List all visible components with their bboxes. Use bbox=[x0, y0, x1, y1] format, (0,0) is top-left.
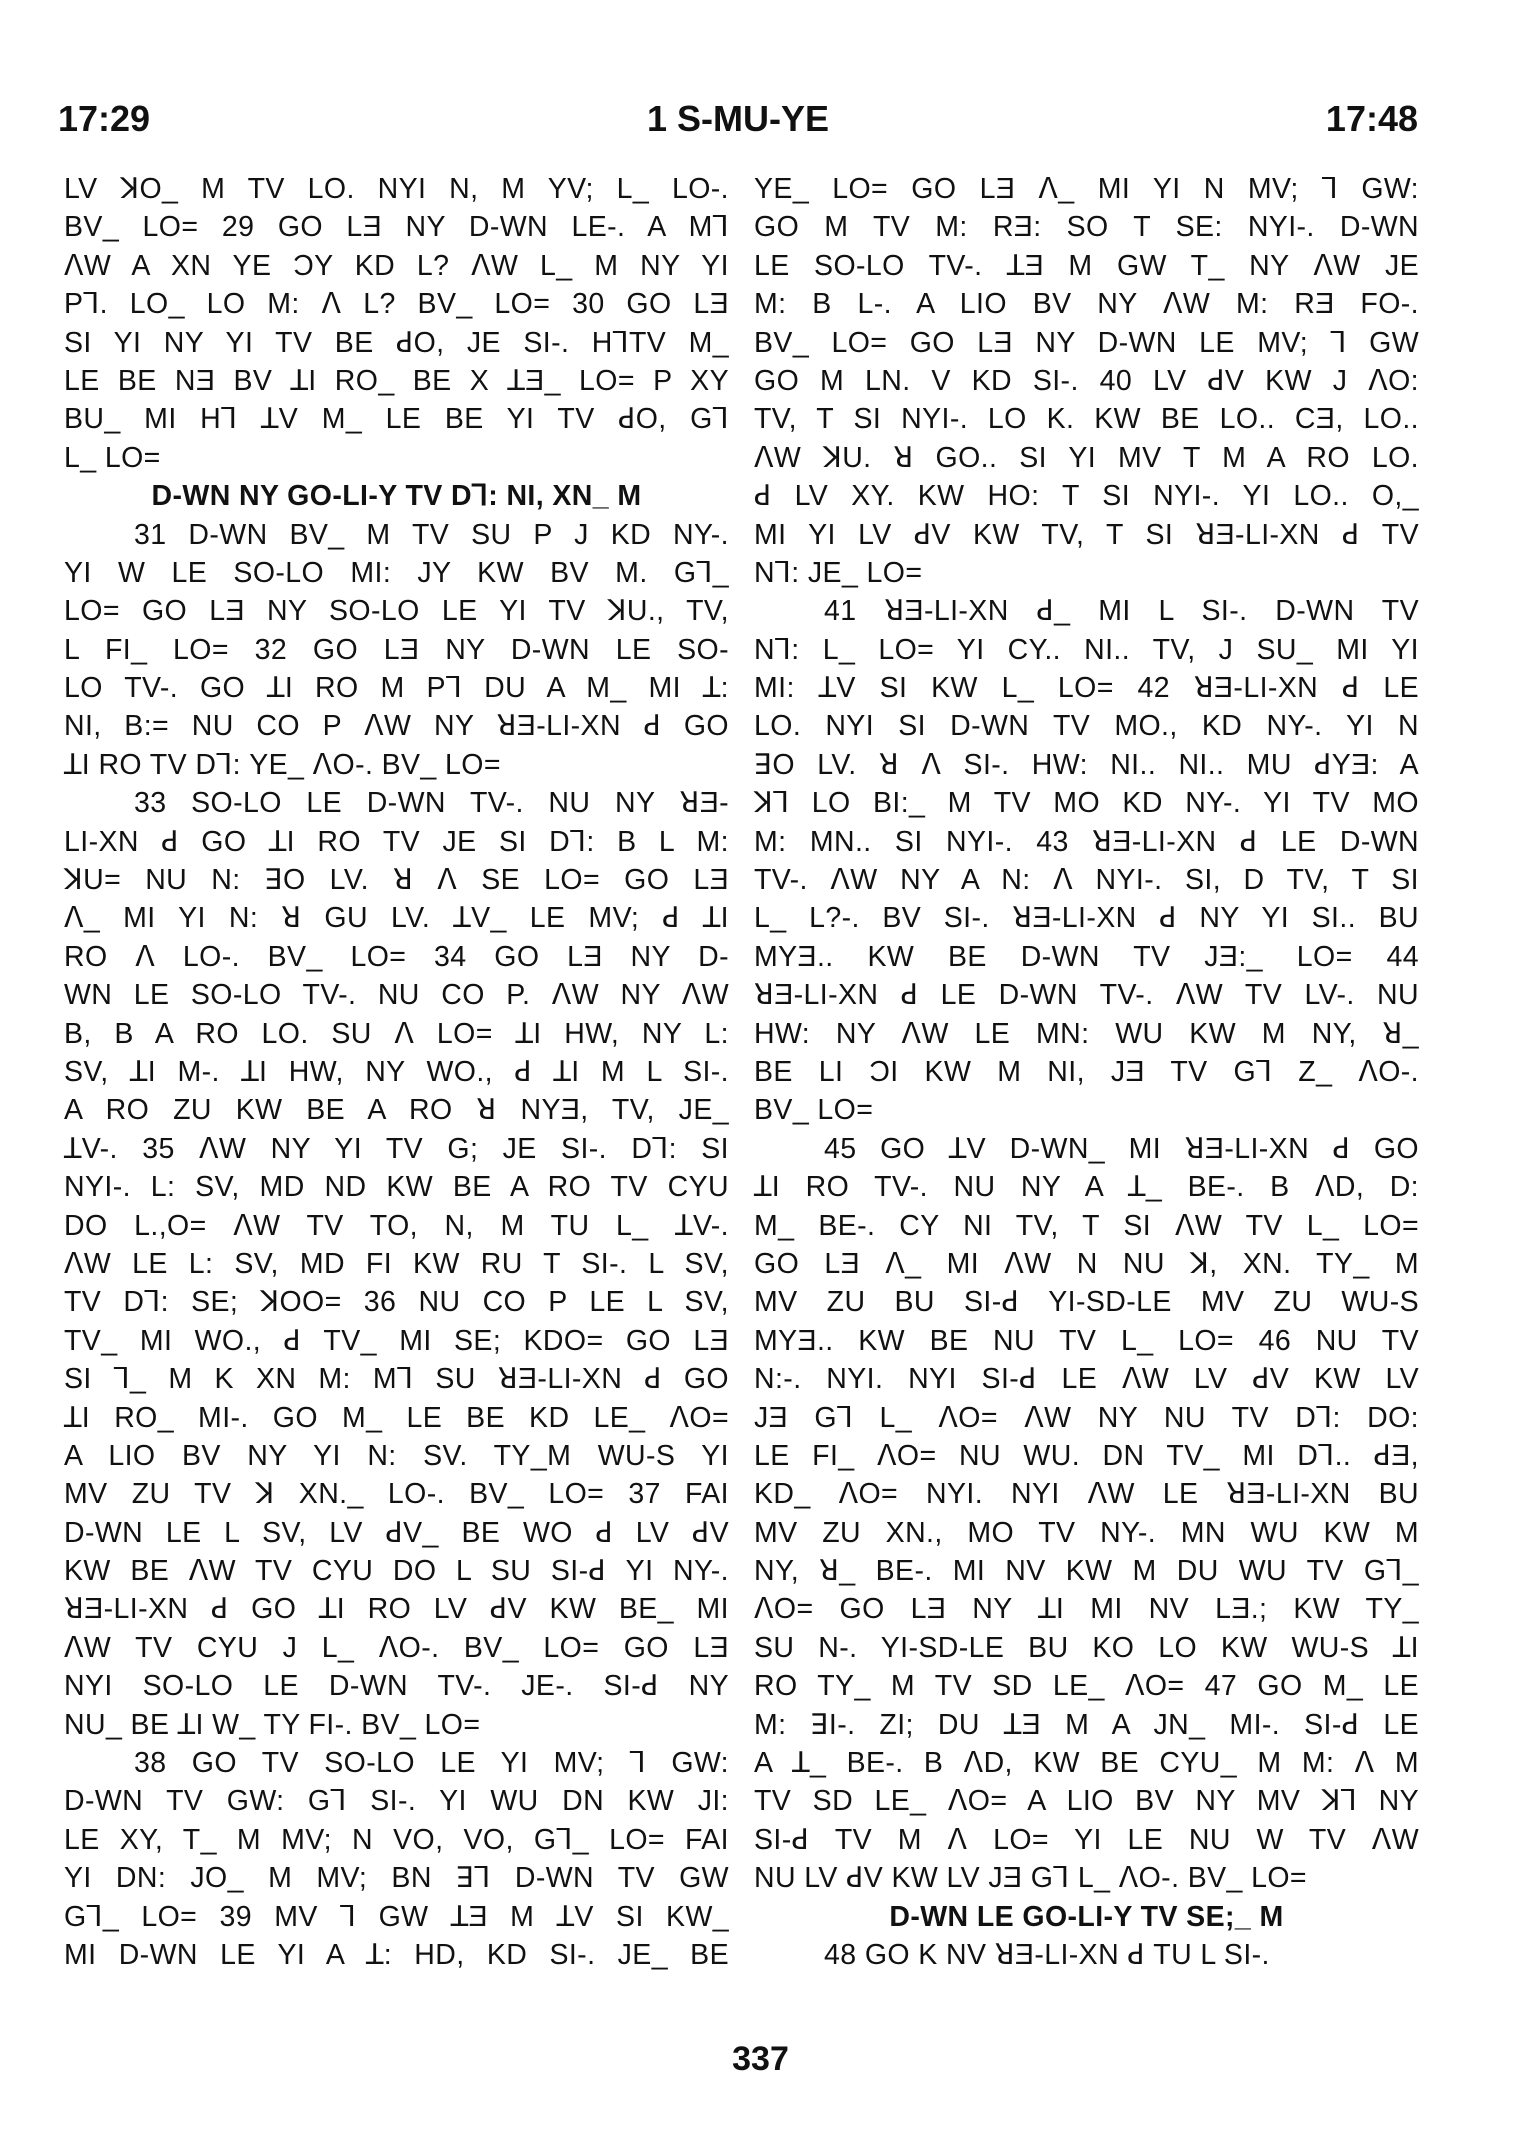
text-line: TV_ MI WO., ꓒ TV_ MI SE; KDO= GO LƎ bbox=[64, 1324, 729, 1357]
text-line: MI YI LV ꓒV KW TV, T SI ꓤƎ-LI-XN ꓒ TV bbox=[754, 518, 1419, 551]
text-line: NYI-. L: SV, MD ND KW BE A RO TV CYU bbox=[64, 1171, 729, 1204]
section-heading: D-WN LE GO-LI-Y TV SE;_ M bbox=[889, 1900, 1284, 1933]
header-verse-start: 17:29 bbox=[58, 98, 151, 139]
text-line: ꓕV-. 35 ꓥW NY YI TV G; JE SI-. Dꓶ: SI bbox=[64, 1132, 729, 1165]
text-line: L_ L?-. BV SI-. ꓤƎ-LI-XN ꓒ NY YI SI.. BU bbox=[754, 902, 1419, 935]
text-line: LO= GO LƎ NY SO-LO LE YI TV ꓘU., TV, bbox=[64, 595, 729, 628]
text-line: M_ BE-. CY NI TV, T SI ꓥW TV L_ LO= bbox=[754, 1209, 1419, 1242]
text-line: GO LƎ ꓥ_ MI ꓥW N NU ꓘ, XN. TY_ M bbox=[754, 1247, 1419, 1280]
text-line: ꓥW A XN YE ƆY KD L? ꓥW L_ M NY YI bbox=[64, 249, 729, 282]
text-line: ꓒ LV XY. KW HO: T SI NYI-. YI LO.. O,_ bbox=[754, 480, 1419, 513]
text-line: YI W LE SO-LO MI: JY KW BV M. Gꓶ_ bbox=[64, 556, 729, 589]
text-line: YE_ LO= GO LƎ ꓥ_ MI YI N MV; ꓶ GW: bbox=[754, 173, 1419, 205]
text-line: 45 GO ꓕV D-WN_ MI ꓤƎ-LI-XN ꓒ GO bbox=[824, 1132, 1419, 1165]
text-line: A ꓕ_ BE-. B ꓥD, KW BE CYU_ M M: ꓥ M bbox=[754, 1747, 1419, 1780]
text-line: WN LE SO-LO TV-. NU CO P. ꓥW NY ꓥW bbox=[64, 979, 729, 1012]
text-line: KD_ ꓥO= NYI. NYI ꓥW LE ꓤƎ-LI-XN BU bbox=[754, 1478, 1419, 1511]
text-line: JƎ Gꓶ L_ ꓥO= ꓥW NY NU TV Dꓶ: DO: bbox=[754, 1401, 1419, 1434]
text-line: NY, ꓤ_ BE-. MI NV KW M DU WU TV Gꓶ_ bbox=[754, 1555, 1419, 1588]
text-line: A RO ZU KW BE A RO ꓤ NYƎ, TV, JE_ bbox=[64, 1094, 729, 1127]
text-line: TV SD LE_ ꓥO= A LIO BV NY MV ꓘꓶ NY bbox=[754, 1785, 1419, 1818]
text-line: Nꓶ: L_ LO= YI CY.. NI.. TV, J SU_ MI YI bbox=[754, 633, 1419, 666]
text-line: NYI SO-LO LE D-WN TV-. JE-. SI-ꓒ NY bbox=[64, 1670, 729, 1703]
text-line: NU_ BE ꓕI W_ TY FI-. BV_ LO= bbox=[64, 1708, 481, 1741]
text-line: SI YI NY YI TV BE ꓒO, JE SI-. HꓶTV M_ bbox=[64, 326, 729, 359]
text-line: LE SO-LO TV-. ꓕƎ M GW T_ NY ꓥW JE bbox=[754, 249, 1419, 282]
text-line: ꓥW TV CYU J L_ ꓥO-. BV_ LO= GO LƎ bbox=[64, 1631, 729, 1664]
text-line: RO ꓥ LO-. BV_ LO= 34 GO LƎ NY D- bbox=[64, 940, 729, 973]
text-line: YI DN: JO_ M MV; BN ꓱꓶ D-WN TV GW bbox=[64, 1862, 729, 1895]
text-line: BU_ MI Hꓶ ꓕV M_ LE BE YI TV ꓒO, Gꓶ bbox=[64, 403, 729, 436]
text-line: L_ LO= bbox=[64, 441, 161, 474]
text-line: LV ꓘO_ M TV LO. NYI N, M YV; L_ LO-. bbox=[64, 173, 729, 205]
text-line: 31 D-WN BV_ M TV SU P J KD NY-. bbox=[134, 518, 729, 551]
text-line: ꓥW ꓘU. ꓤ GO.. SI YI MV T M A RO LO. bbox=[754, 441, 1419, 474]
text-line: BV_ LO= 29 GO LƎ NY D-WN LE-. A Mꓶ bbox=[64, 211, 729, 244]
text-line: MI: ꓕV SI KW L_ LO= 42 ꓤƎ-LI-XN ꓒ LE bbox=[754, 672, 1419, 705]
text-line: RO TY_ M TV SD LE_ ꓥO= 47 GO M_ LE bbox=[754, 1670, 1419, 1703]
text-line: ꓕI RO TV-. NU NY A ꓕ_ BE-. B ꓥD, D: bbox=[754, 1171, 1419, 1204]
text-line: ꓱO LV. ꓤ ꓥ SI-. HW: NI.. NI.. MU ꓒYƎ: A bbox=[754, 748, 1419, 781]
text-line: MV ZU BU SI-ꓒ YI-SD-LE MV ZU WU-S bbox=[754, 1286, 1419, 1319]
text-line: TV-. ꓥW NY A N: ꓥ NYI-. SI, D TV, T SI bbox=[754, 864, 1419, 897]
text-line: MYƎ.. KW BE NU TV L_ LO= 46 NU TV bbox=[754, 1324, 1419, 1357]
text-line: MV ZU XN., MO TV NY-. MN WU KW M bbox=[754, 1516, 1419, 1549]
text-line: BV_ LO= bbox=[754, 1094, 874, 1127]
text-line: MI D-WN LE YI A ꓕ: HD, KD SI-. JE_ BE bbox=[64, 1938, 729, 1971]
text-line: BV_ LO= GO LƎ NY D-WN LE MV; ꓶ GW bbox=[754, 326, 1419, 359]
text-line: ꓘꓶ LO BI:_ M TV MO KD NY-. YI TV MO bbox=[754, 787, 1419, 820]
text-line: TV, T SI NYI-. LO K. KW BE LO.. CƎ, LO.. bbox=[754, 403, 1419, 436]
text-line: L FI_ LO= 32 GO LƎ NY D-WN LE SO- bbox=[64, 633, 729, 666]
text-line: A LIO BV NY YI N: SV. TY_M WU-S YI bbox=[64, 1439, 729, 1472]
text-line: ꓘU= NU N: ꓱO LV. ꓤ ꓥ SE LO= GO LƎ bbox=[64, 864, 729, 897]
text-line: 41 ꓤƎ-LI-XN ꓒ_ MI L SI-. D-WN TV bbox=[824, 595, 1419, 628]
text-line: ꓕI RO TV Dꓶ: YE_ ꓥO-. BV_ LO= bbox=[64, 748, 501, 781]
text-line: KW BE ꓥW TV CYU DO L SU SI-ꓒ YI NY-. bbox=[64, 1555, 729, 1588]
running-header bbox=[58, 98, 1418, 148]
text-line: HW: NY ꓥW LE MN: WU KW M NY, ꓤ_ bbox=[754, 1017, 1419, 1050]
text-line: D-WN LE L SV, LV ꓒV_ BE WO ꓒ LV ꓒV bbox=[64, 1516, 729, 1549]
text-line: LO TV-. GO ꓕI RO M Pꓶ DU A M_ MI ꓕ: bbox=[64, 672, 729, 705]
text-line: Nꓶ: JE_ LO= bbox=[754, 556, 923, 589]
text-line: 48 GO K NV ꓤƎ-LI-XN ꓒ TU L SI-. bbox=[824, 1938, 1270, 1971]
right-text-column bbox=[754, 170, 1419, 1974]
text-line: Gꓶ_ LO= 39 MV ꓶ GW ꓕƎ M ꓕV SI KW_ bbox=[64, 1900, 729, 1933]
text-line: N:-. NYI. NYI SI-ꓒ LE ꓥW LV ꓒV KW LV bbox=[754, 1363, 1419, 1396]
text-line: MV ZU TV ꓘ XN._ LO-. BV_ LO= 37 FAI bbox=[64, 1478, 729, 1511]
text-line: NI, B:= NU CO P ꓥW NY ꓤƎ-LI-XN ꓒ GO bbox=[64, 710, 729, 743]
text-line: LI-XN ꓒ GO ꓕI RO TV JE SI Dꓶ: B L M: bbox=[64, 825, 729, 858]
page-number: 337 bbox=[732, 2040, 789, 2078]
text-line: GO M LN. V KD SI-. 40 LV ꓒV KW J ꓥO: bbox=[754, 364, 1419, 397]
text-line: GO M TV M: RƎ: SO T SE: NYI-. D-WN bbox=[754, 211, 1419, 244]
text-line: Pꓶ. LO_ LO M: ꓥ L? BV_ LO= 30 GO LƎ bbox=[64, 288, 729, 321]
text-line: TV Dꓶ: SE; ꓘOO= 36 NU CO P LE L SV, bbox=[64, 1286, 729, 1319]
text-line: ꓥO= GO LƎ NY ꓕI MI NV LƎ.; KW TY_ bbox=[754, 1593, 1419, 1626]
text-line: SU N-. YI-SD-LE BU KO LO KW WU-S ꓕI bbox=[754, 1631, 1419, 1664]
text-line: ꓥW LE L: SV, MD FI KW RU T SI-. L SV, bbox=[64, 1247, 729, 1280]
text-line: M: ꓱI-. ZI; DU ꓕƎ M A JN_ MI-. SI-ꓒ LE bbox=[754, 1708, 1419, 1741]
text-line: ꓤƎ-LI-XN ꓒ LE D-WN TV-. ꓥW TV LV-. NU bbox=[754, 979, 1419, 1012]
header-verse-end: 17:48 bbox=[1325, 98, 1418, 139]
text-line: SI-ꓒ TV M ꓥ LO= YI LE NU W TV ꓥW bbox=[754, 1823, 1419, 1856]
text-line: LO. NYI SI D-WN TV MO., KD NY-. YI N bbox=[754, 710, 1419, 743]
text-line: LE FI_ ꓥO= NU WU. DN TV_ MI Dꓶ.. ꓒƎ, bbox=[754, 1439, 1419, 1472]
text-line: LE BE NƎ BV ꓕI RO_ BE X ꓕƎ_ LO= P XY bbox=[64, 364, 729, 397]
text-line: ꓥ_ MI YI N: ꓤ GU LV. ꓕV_ LE MV; ꓒ ꓕI bbox=[64, 902, 729, 935]
text-line: BE LI ƆI KW M NI, JƎ TV Gꓶ Z_ ꓥO-. bbox=[754, 1055, 1419, 1088]
left-text-column bbox=[64, 170, 729, 1974]
header-book-title: 1 S-MU-YE bbox=[646, 98, 830, 139]
text-line: 38 GO TV SO-LO LE YI MV; ꓶ GW: bbox=[134, 1747, 729, 1780]
text-line: ꓤƎ-LI-XN ꓒ GO ꓕI RO LV ꓒV KW BE_ MI bbox=[64, 1593, 729, 1626]
text-line: ꓕI RO_ MI-. GO M_ LE BE KD LE_ ꓥO= bbox=[64, 1401, 729, 1434]
text-line: M: MN.. SI NYI-. 43 ꓤƎ-LI-XN ꓒ LE D-WN bbox=[754, 825, 1419, 858]
text-line: NU LV ꓒV KW LV JƎ Gꓶ L_ ꓥO-. BV_ LO= bbox=[754, 1862, 1307, 1895]
text-line: LE XY, T_ M MV; N VO, VO, Gꓶ_ LO= FAI bbox=[64, 1823, 729, 1856]
text-line: B, B A RO LO. SU ꓥ LO= ꓕI HW, NY L: bbox=[64, 1017, 729, 1050]
text-line: D-WN TV GW: Gꓶ SI-. YI WU DN KW JI: bbox=[64, 1785, 729, 1818]
section-heading: D-WN NY GO-LI-Y TV Dꓶ: NI, XN_ M bbox=[151, 480, 642, 513]
text-line: M: B L-. A LIO BV NY ꓥW M: RƎ FO-. bbox=[754, 288, 1419, 321]
text-line: 33 SO-LO LE D-WN TV-. NU NY ꓤƎ- bbox=[134, 787, 729, 820]
text-line: MYƎ.. KW BE D-WN TV JƎ:_ LO= 44 bbox=[754, 940, 1419, 973]
text-line: DO L.,O= ꓥW TV TO, N, M TU L_ ꓕV-. bbox=[64, 1209, 729, 1242]
text-line: SV, ꓕI M-. ꓕI HW, NY WO., ꓒ ꓕI M L SI-. bbox=[64, 1055, 729, 1088]
text-line: SI ꓶ_ M K XN M: Mꓶ SU ꓤƎ-LI-XN ꓒ GO bbox=[64, 1363, 729, 1396]
